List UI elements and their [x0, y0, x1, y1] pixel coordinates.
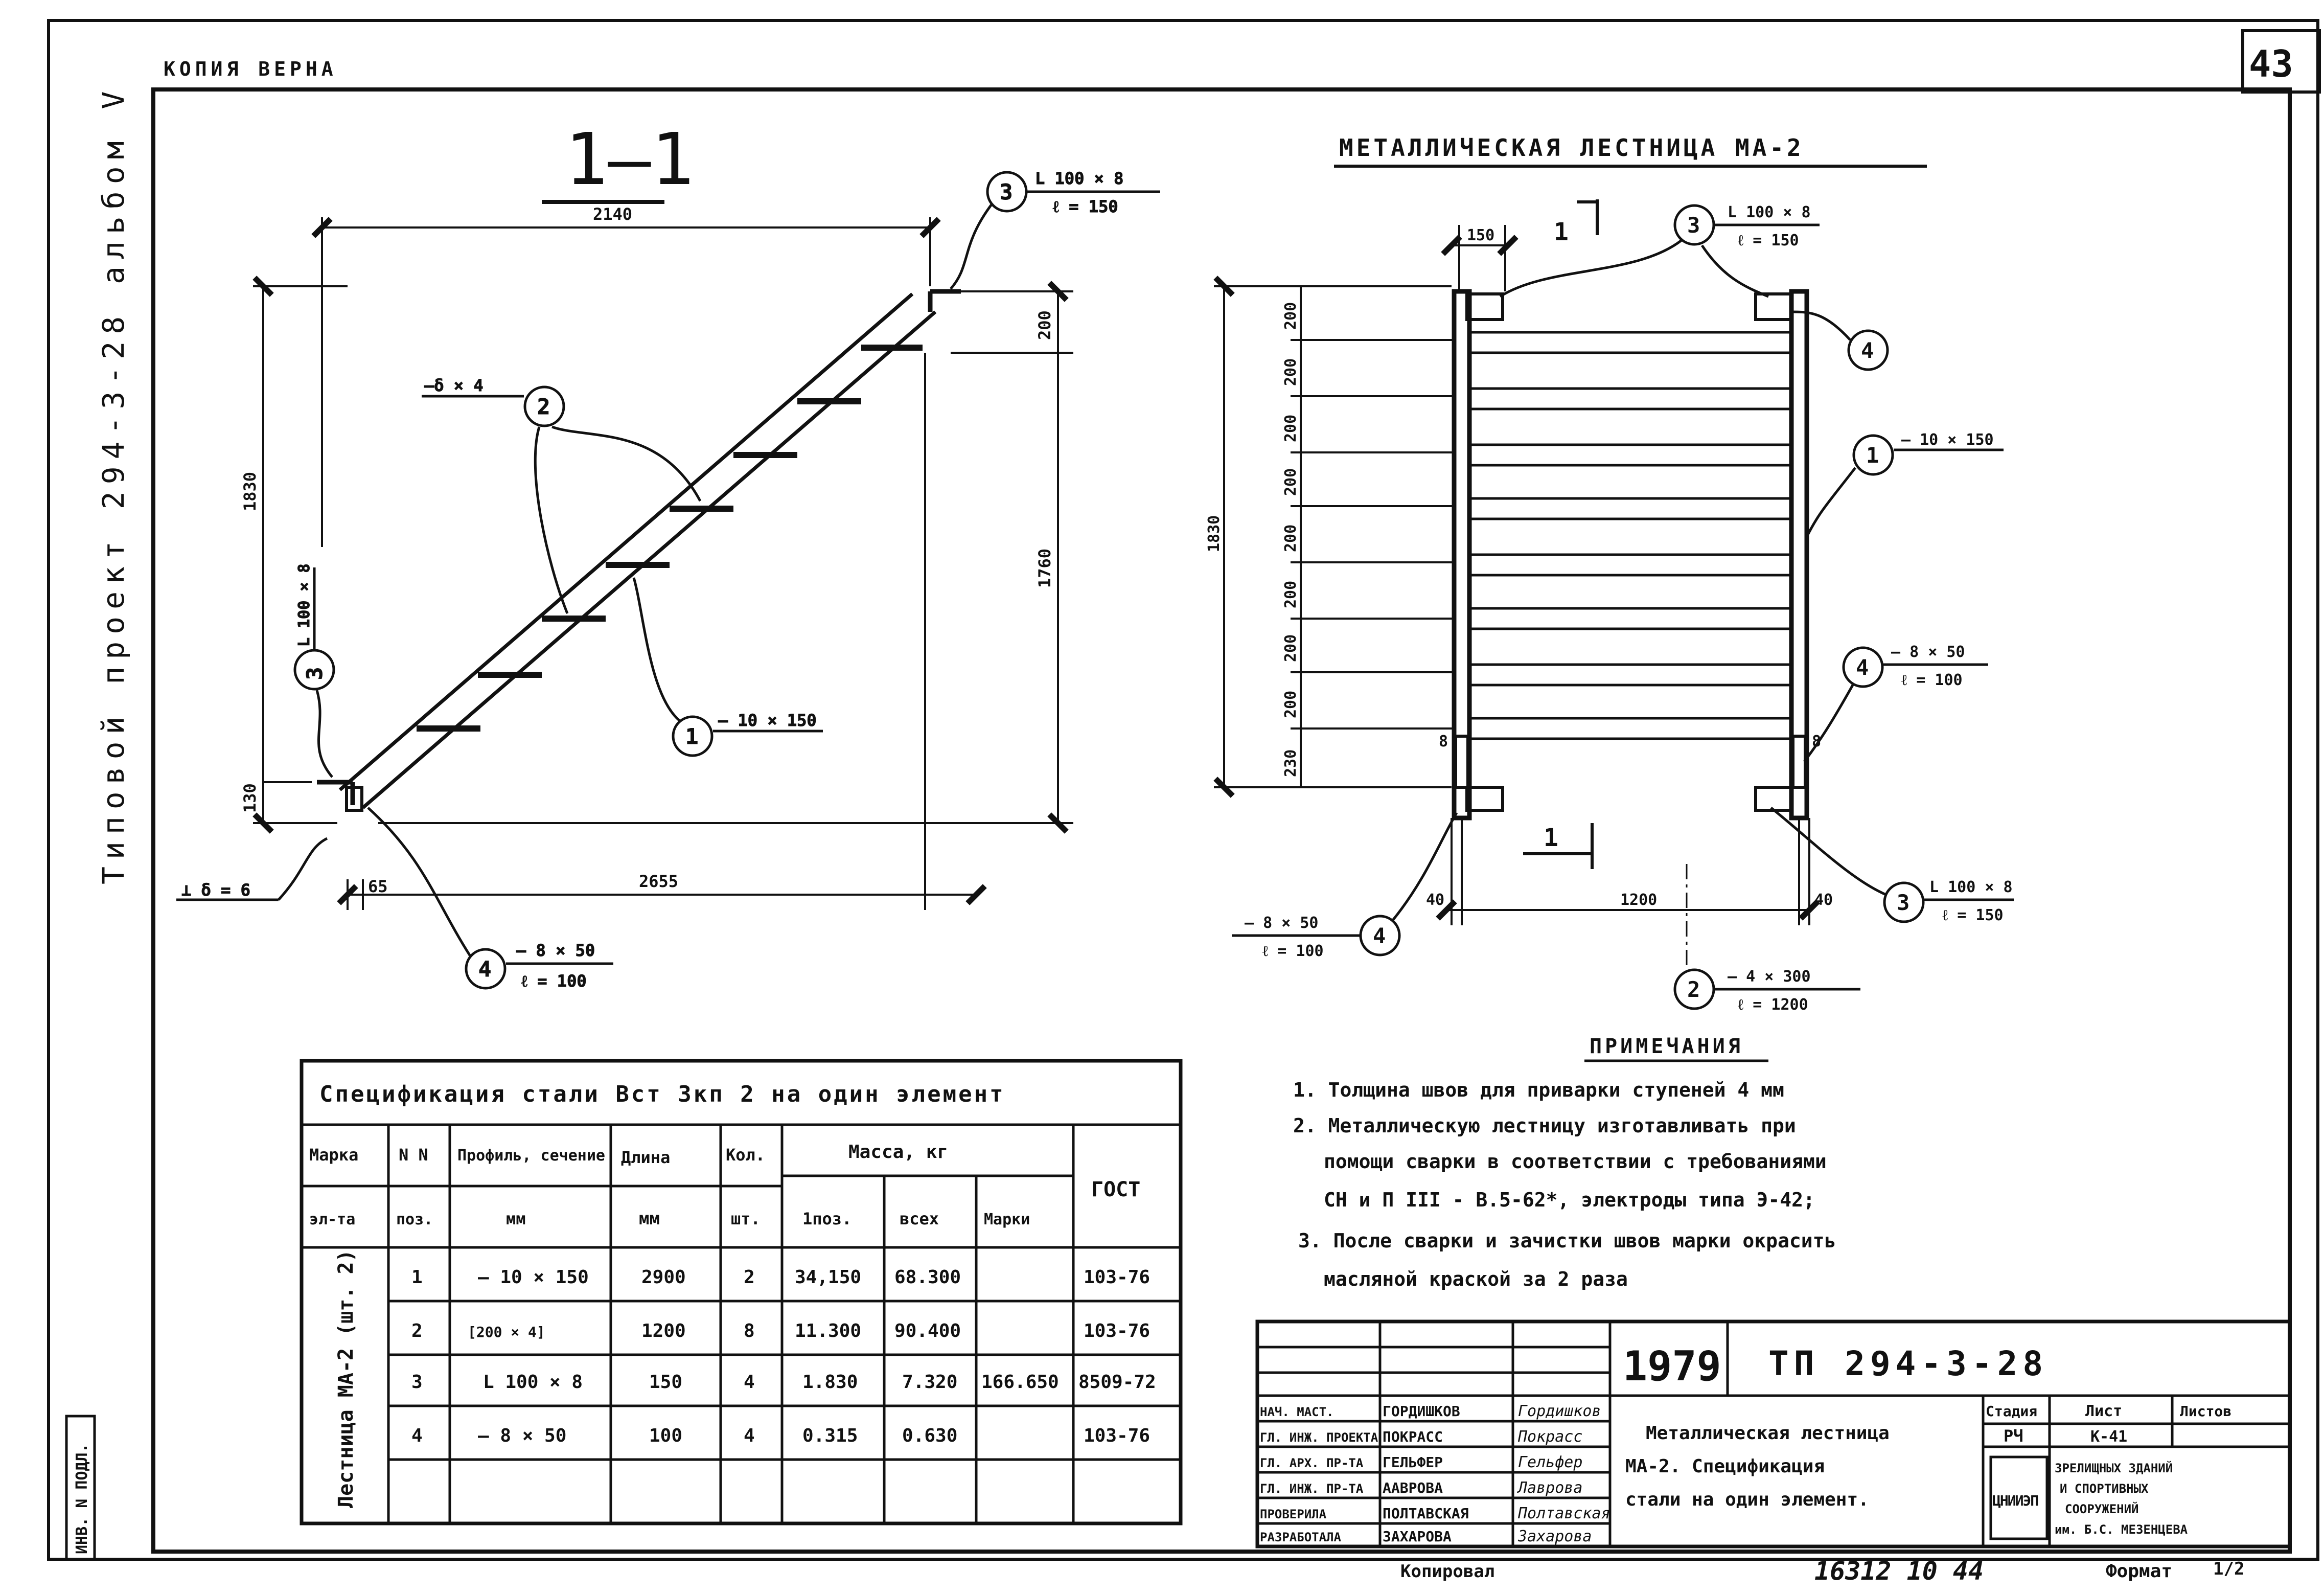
svg-text:ЗРЕЛИЩНЫХ ЗДАНИЙ: ЗРЕЛИЩНЫХ ЗДАНИЙ	[2055, 1461, 2173, 1475]
note-line: масляной краской за 2 раза	[1324, 1268, 1628, 1290]
table-cell: 103-76	[1084, 1267, 1151, 1288]
svg-text:⊥ δ = 6: ⊥ δ = 6	[181, 880, 250, 900]
svg-text:200: 200	[1282, 634, 1300, 662]
svg-text:200: 200	[1035, 310, 1054, 340]
svg-text:— 8 × 50: — 8 × 50	[1245, 914, 1319, 932]
svg-text:— 10 × 150: — 10 × 150	[718, 711, 817, 730]
table-cell: — 10 × 150	[478, 1267, 589, 1288]
format-value: 1/2	[2213, 1559, 2245, 1579]
svg-text:3: 3	[1897, 890, 1910, 915]
table-cell: 1.830	[802, 1372, 858, 1393]
inv-stamp	[66, 1416, 95, 1559]
svg-text:ГЛ. АРХ. ПР-ТА: ГЛ. АРХ. ПР-ТА	[1260, 1456, 1364, 1470]
svg-text:1: 1	[685, 724, 699, 749]
svg-text:L 100 × 8: L 100 × 8	[1929, 878, 2013, 896]
section-view	[176, 118, 1160, 991]
svg-text:Стадия: Стадия	[1986, 1403, 2038, 1420]
table-cell: 0.630	[902, 1425, 958, 1446]
note-line: 1. Толщина швов для приварки ступеней 4 мм	[1293, 1079, 1784, 1101]
svg-text:ПОКРАСС: ПОКРАСС	[1383, 1428, 1443, 1445]
svg-text:поз.: поз.	[396, 1211, 433, 1228]
svg-text:И СПОРТИВНЫХ: И СПОРТИВНЫХ	[2060, 1482, 2149, 1496]
svg-text:ℓ = 100: ℓ = 100	[1262, 942, 1324, 960]
svg-text:ℓ = 100: ℓ = 100	[1901, 671, 1963, 689]
svg-text:1760: 1760	[1035, 548, 1054, 588]
table-cell: L 100 × 8	[483, 1372, 583, 1393]
svg-text:ℓ = 150: ℓ = 150	[1053, 197, 1118, 216]
svg-text:N N: N N	[399, 1145, 428, 1165]
svg-text:—δ × 4: —δ × 4	[424, 376, 484, 395]
table-cell: 90.400	[894, 1320, 961, 1341]
svg-text:— 10 × 150: — 10 × 150	[1901, 431, 1994, 449]
svg-text:Марки: Марки	[984, 1211, 1030, 1228]
top-angle	[930, 291, 961, 312]
svg-text:2: 2	[1687, 977, 1700, 1002]
svg-text:Лист: Лист	[2085, 1402, 2123, 1420]
svg-text:эл-та: эл-та	[309, 1211, 356, 1228]
svg-text:230: 230	[1282, 749, 1300, 777]
svg-text:МА-2. Спецификация: МА-2. Спецификация	[1625, 1456, 1825, 1477]
note-line: СН и П III - В.5-62*, электроды типа Э-42;	[1324, 1189, 1815, 1211]
svg-text:ПРОВЕРИЛА: ПРОВЕРИЛА	[1260, 1507, 1327, 1521]
svg-text:стали на один элемент.: стали на один элемент.	[1625, 1489, 1869, 1510]
svg-text:Листов: Листов	[2180, 1403, 2232, 1420]
format-label: Формат	[2106, 1561, 2173, 1582]
svg-text:40: 40	[1814, 891, 1833, 909]
note-line: помощи сварки в соответствии с требованиями	[1324, 1150, 1827, 1173]
svg-text:Полтавская: Полтавская	[1518, 1505, 1610, 1522]
notes-title: ПРИМЕЧАНИЯ	[1590, 1035, 1743, 1058]
ladder-rungs	[1469, 332, 1791, 739]
sheet-number: 43	[2249, 42, 2293, 85]
table-cell: 1200	[641, 1320, 686, 1341]
svg-text:3: 3	[1687, 213, 1700, 238]
svg-text:ℓ = 1200: ℓ = 1200	[1738, 996, 1808, 1014]
svg-text:Гордишков: Гордишков	[1518, 1402, 1601, 1420]
spec-table	[302, 1061, 1181, 1523]
svg-text:Металлическая лестница: Металлическая лестница	[1646, 1423, 1890, 1444]
svg-text:4: 4	[478, 957, 492, 982]
table-cell: 34,150	[795, 1267, 862, 1288]
spec-table-text	[309, 1081, 1156, 1508]
svg-text:3: 3	[302, 667, 327, 680]
svg-text:150: 150	[1467, 226, 1495, 244]
svg-text:К-41: К-41	[2090, 1428, 2128, 1446]
svg-text:4: 4	[1861, 338, 1874, 363]
ladder-angles	[1456, 294, 1805, 810]
org-logo	[1991, 1457, 2047, 1539]
table-cell: — 8 × 50	[478, 1425, 567, 1446]
svg-text:СООРУЖЕНИЙ: СООРУЖЕНИЙ	[2065, 1502, 2139, 1516]
svg-text:1поз.: 1поз.	[802, 1209, 852, 1228]
svg-text:40: 40	[1426, 891, 1445, 909]
svg-text:2: 2	[537, 394, 550, 419]
svg-text:ААВРОВА: ААВРОВА	[1383, 1479, 1443, 1496]
svg-text:— 8 × 50: — 8 × 50	[516, 941, 595, 960]
svg-text:ГЛ. ИНЖ. ПР-ТА: ГЛ. ИНЖ. ПР-ТА	[1260, 1482, 1364, 1496]
stair-treads	[417, 348, 923, 728]
svg-text:ℓ = 150: ℓ = 150	[1942, 906, 2004, 924]
svg-text:ℓ = 150: ℓ = 150	[1738, 232, 1799, 249]
note-line: 2. Металлическую лестницу изготавливать при	[1293, 1114, 1796, 1137]
elev-callout-p1	[1807, 436, 2004, 537]
table-cell: 7.320	[902, 1372, 958, 1393]
svg-text:Кол.: Кол.	[726, 1145, 766, 1165]
svg-text:РАЗРАБОТАЛА: РАЗРАБОТАЛА	[1260, 1530, 1341, 1544]
mark-mass: 166.650	[981, 1372, 1059, 1393]
svg-text:130: 130	[240, 783, 260, 813]
table-cell: 1	[411, 1267, 423, 1288]
svg-text:— 4 × 300: — 4 × 300	[1728, 968, 1811, 986]
table-cell: 2900	[641, 1267, 686, 1288]
svg-text:мм: мм	[639, 1209, 660, 1229]
svg-text:L 100 × 8: L 100 × 8	[1728, 203, 1811, 221]
svg-text:ЦНИИЭП: ЦНИИЭП	[1992, 1492, 2038, 1509]
table-cell: 8	[744, 1320, 755, 1341]
svg-text:1830: 1830	[1205, 515, 1223, 552]
svg-text:L 100 × 8: L 100 × 8	[1035, 169, 1124, 188]
svg-text:1: 1	[1544, 824, 1558, 852]
svg-text:1830: 1830	[240, 471, 260, 511]
svg-text:НАЧ. МАСТ.: НАЧ. МАСТ.	[1260, 1405, 1334, 1419]
table-cell: 2	[411, 1320, 423, 1341]
element-label: Лестница МА-2 (шт. 2)	[334, 1249, 358, 1508]
elevation-title: МЕТАЛЛИЧЕСКАЯ ЛЕСТНИЦА МА-2	[1339, 134, 1804, 162]
copy-stamp: КОПИЯ ВЕРНА	[164, 58, 337, 80]
svg-text:4: 4	[1373, 923, 1386, 948]
svg-text:200: 200	[1282, 358, 1300, 386]
svg-text:ГОРДИШКОВ: ГОРДИШКОВ	[1383, 1403, 1460, 1420]
svg-text:ЗАХАРОВА: ЗАХАРОВА	[1383, 1528, 1452, 1545]
svg-text:4: 4	[1856, 655, 1869, 680]
svg-text:ГОСТ: ГОСТ	[1091, 1178, 1141, 1201]
table-cell: 0.315	[802, 1425, 858, 1446]
section-title: 1—1	[565, 118, 694, 201]
elev-callout-p3-bottom	[1771, 808, 2014, 922]
svg-text:2140: 2140	[593, 204, 633, 224]
table-cell: [200 × 4]	[468, 1324, 545, 1340]
svg-text:Захарова: Захарова	[1518, 1528, 1592, 1545]
elev-callout-p4-left	[1232, 813, 1457, 955]
svg-text:1: 1	[1866, 443, 1879, 468]
table-cell: 4	[411, 1425, 423, 1446]
table-cell: 4	[744, 1372, 755, 1393]
note-line: 3. После сварки и зачистки швов марки окрасить	[1298, 1229, 1836, 1252]
svg-text:8: 8	[1812, 733, 1822, 750]
svg-text:ИНВ. N ПОДЛ.: ИНВ. N ПОДЛ.	[73, 1443, 91, 1554]
table-cell: 2	[744, 1267, 755, 1288]
notes	[1293, 1035, 1836, 1290]
svg-text:РЧ: РЧ	[2004, 1426, 2023, 1446]
callout-num: 3	[1000, 179, 1013, 204]
svg-text:200: 200	[1282, 690, 1300, 718]
elevation-dim-labels	[1205, 226, 1833, 909]
svg-text:200: 200	[1282, 414, 1300, 442]
table-cell: 100	[649, 1425, 683, 1446]
callout-p3-top	[951, 172, 1160, 289]
table-cell: 11.300	[795, 1320, 862, 1341]
svg-text:мм: мм	[506, 1209, 526, 1228]
svg-text:шт.: шт.	[731, 1209, 761, 1228]
spec-title: Спецификация стали Вст 3кп 2 на один элемент	[319, 1081, 1005, 1107]
svg-text:1: 1	[1554, 218, 1569, 246]
side-title: Типовой проект 294-3-28 альбом V	[96, 84, 131, 884]
svg-text:Лаврова: Лаврова	[1518, 1479, 1583, 1497]
svg-text:им. Б.С. МЕЗЕНЦЕВА: им. Б.С. МЕЗЕНЦЕВА	[2055, 1522, 2188, 1537]
table-cell: 8509-72	[1078, 1372, 1156, 1393]
svg-text:ГЛ. ИНЖ. ПРОЕКТА: ГЛ. ИНЖ. ПРОЕКТА	[1260, 1430, 1378, 1445]
svg-text:ПОЛТАВСКАЯ: ПОЛТАВСКАЯ	[1383, 1505, 1469, 1522]
year: 1979	[1623, 1342, 1721, 1390]
svg-text:200: 200	[1282, 468, 1300, 496]
archive-number: 16312 10 44	[1814, 1556, 1984, 1586]
svg-text:ℓ = 100: ℓ = 100	[521, 971, 587, 991]
svg-text:Длина: Длина	[621, 1148, 671, 1167]
svg-text:200: 200	[1282, 524, 1300, 552]
svg-text:1200: 1200	[1620, 891, 1658, 909]
svg-text:Гельфер: Гельфер	[1518, 1453, 1583, 1471]
svg-text:всех: всех	[900, 1209, 939, 1228]
svg-text:2655: 2655	[639, 872, 679, 891]
svg-text:— 8 × 50: — 8 × 50	[1891, 643, 1965, 661]
svg-text:Марка: Марка	[309, 1145, 359, 1165]
table-cell: 103-76	[1084, 1425, 1151, 1446]
table-cell: 150	[649, 1372, 683, 1393]
svg-text:L 100 × 8: L 100 × 8	[295, 563, 313, 647]
svg-text:ГЕЛЬФЕР: ГЕЛЬФЕР	[1383, 1454, 1443, 1471]
project-code: ТП 294-3-28	[1768, 1344, 2049, 1383]
elev-callout-p4-right	[1804, 648, 1988, 762]
table-cell: 4	[744, 1425, 755, 1446]
svg-text:200: 200	[1282, 302, 1300, 330]
elevation-view	[1205, 134, 2014, 1014]
callout-p2	[422, 387, 700, 613]
svg-text:Покрасс: Покрасс	[1518, 1428, 1583, 1446]
svg-text:Профиль, сечение: Профиль, сечение	[457, 1147, 605, 1165]
copied-label: Копировал	[1400, 1561, 1495, 1582]
svg-text:65: 65	[368, 877, 388, 896]
svg-text:Масса, кг: Масса, кг	[848, 1142, 949, 1163]
table-cell: 68.300	[894, 1267, 961, 1288]
table-cell: 3	[411, 1372, 423, 1393]
table-cell: 103-76	[1084, 1320, 1151, 1341]
svg-text:200: 200	[1282, 580, 1300, 608]
svg-text:8: 8	[1439, 733, 1448, 750]
